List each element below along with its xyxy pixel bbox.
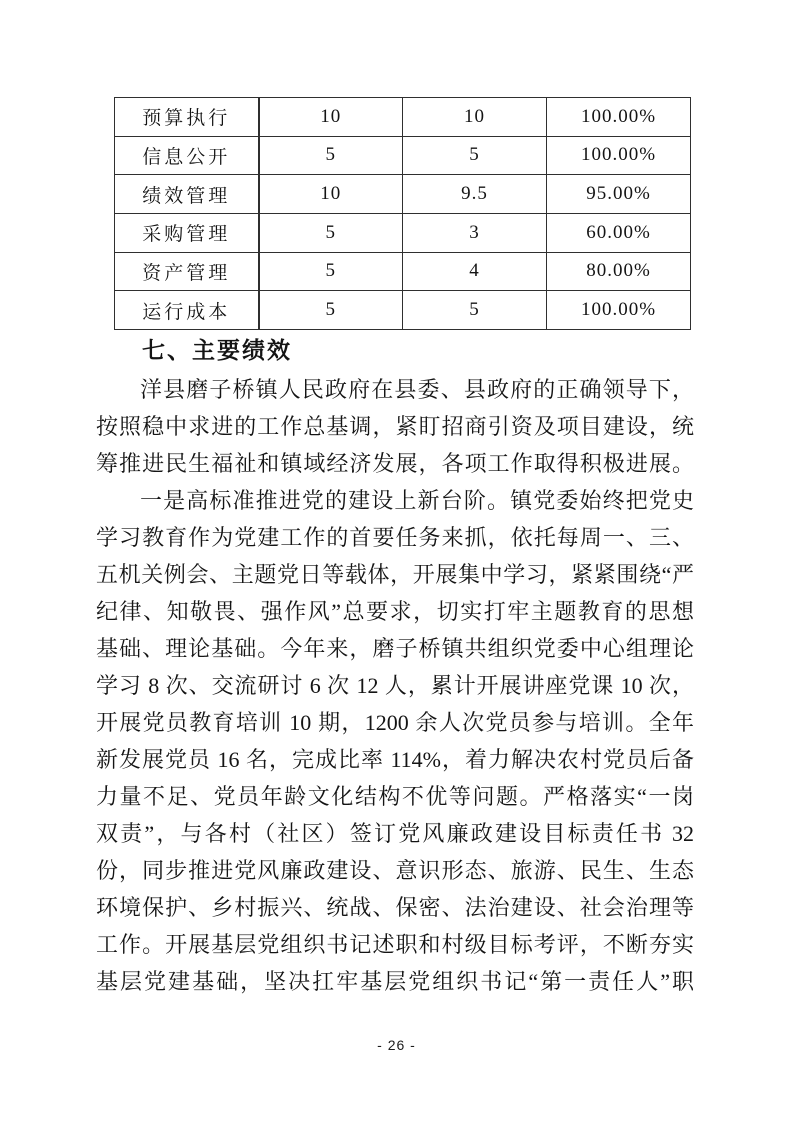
indicator-value-cell: 9.5	[403, 175, 547, 214]
text-line: 力量不足、党员年龄文化结构不优等问题。严格落实“一岗	[96, 784, 694, 809]
text-line: 基础、理论基础。今年来，磨子桥镇共组织党委中心组理论	[96, 636, 694, 661]
text-line: 学习教育作为党建工作的首要任务来抓，依托每周一、三、	[96, 525, 694, 550]
indicator-value-cell: 5	[259, 213, 403, 252]
text-line: 开展党员教育培训 10 期，1200 余人次党员参与培训。全年	[96, 710, 694, 735]
text-line: 纪律、知敬畏、强作风”总要求，切实打牢主题教育的思想	[96, 599, 694, 624]
indicator-value-cell: 60.00%	[547, 213, 691, 252]
performance-table-body	[115, 98, 691, 330]
text-line: 双责”，与各村（社区）签订党风廉政建设目标责任书 32	[96, 821, 694, 846]
text-line: 基层党建基础，坚决扛牢基层党组织书记“第一责任人”职	[96, 969, 694, 994]
indicator-value-cell: 5	[403, 291, 547, 330]
section-body	[96, 371, 694, 1000]
indicator-value-cell: 100.00%	[547, 136, 691, 175]
indicator-value-cell: 80.00%	[547, 252, 691, 291]
indicator-value-cell: 5	[259, 136, 403, 175]
table-row	[115, 98, 691, 137]
indicator-name-cell: 预算执行	[115, 98, 259, 137]
page-number: - 26 -	[377, 1037, 416, 1053]
indicator-name-cell: 采购管理	[115, 213, 259, 252]
performance-table	[114, 97, 691, 330]
indicator-name-cell: 绩效管理	[115, 175, 259, 214]
indicator-name-cell: 运行成本	[115, 291, 259, 330]
indicator-value-cell: 5	[403, 136, 547, 175]
indicator-value-cell: 3	[403, 213, 547, 252]
indicator-value-cell: 10	[403, 98, 547, 137]
text-line: 一是高标准推进党的建设上新台阶。镇党委始终把党史	[140, 488, 694, 513]
indicator-value-cell: 95.00%	[547, 175, 691, 214]
indicator-value-cell: 4	[403, 252, 547, 291]
table-row	[115, 252, 691, 291]
table-row	[115, 213, 691, 252]
table-row	[115, 175, 691, 214]
table-row	[115, 291, 691, 330]
text-line: 按照稳中求进的工作总基调，紧盯招商引资及项目建设，统	[96, 414, 694, 439]
paragraph	[96, 371, 694, 482]
text-line: 五机关例会、主题党日等载体，开展集中学习，紧紧围绕“严	[96, 562, 694, 587]
text-line: 份，同步推进党风廉政建设、意识形态、旅游、民生、生态	[96, 858, 694, 883]
section-heading: 七、主要绩效	[142, 337, 292, 363]
indicator-value-cell: 5	[259, 291, 403, 330]
indicator-value-cell: 100.00%	[547, 98, 691, 137]
indicator-value-cell: 10	[259, 98, 403, 137]
text-line: 环境保护、乡村振兴、统战、保密、法治建设、社会治理等	[96, 895, 694, 920]
text-line: 学习 8 次、交流研讨 6 次 12 人，累计开展讲座党课 10 次，	[96, 673, 694, 698]
paragraph	[96, 482, 694, 1000]
text-line: 新发展党员 16 名，完成比率 114%，着力解决农村党员后备	[96, 747, 694, 772]
indicator-value-cell: 10	[259, 175, 403, 214]
text-line: 工作。开展基层党组织书记述职和村级目标考评，不断夯实	[96, 932, 694, 957]
table-row	[115, 136, 691, 175]
indicator-value-cell: 5	[259, 252, 403, 291]
indicator-name-cell: 信息公开	[115, 136, 259, 175]
indicator-value-cell: 100.00%	[547, 291, 691, 330]
text-line: 洋县磨子桥镇人民政府在县委、县政府的正确领导下，	[140, 377, 694, 402]
text-line: 筹推进民生福祉和镇域经济发展，各项工作取得积极进展。	[96, 451, 694, 476]
indicator-name-cell: 资产管理	[115, 252, 259, 291]
